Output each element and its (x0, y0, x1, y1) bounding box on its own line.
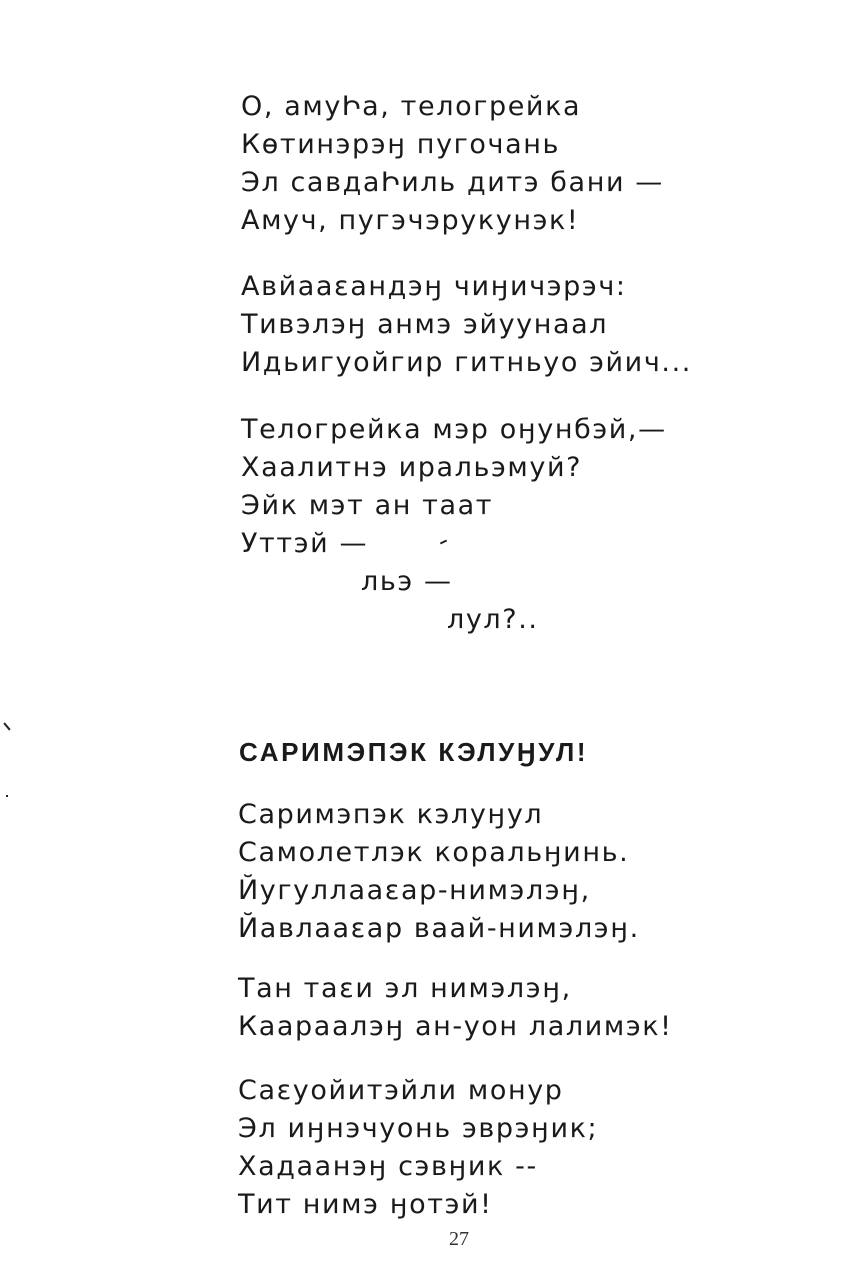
poem-line: Каараалэӈ ан-уон лалимэк! (238, 1011, 673, 1042)
poem-line: Тивэлэӈ анмэ эйуунаал (241, 309, 609, 340)
poem-line: О, амуԻа, телогрейка (241, 91, 582, 122)
poem-line: Хадаанэӈ сэвӈик -- (238, 1151, 538, 1182)
page-number: 27 (449, 1228, 469, 1250)
poem-line: Саԑуойитэйли монур (238, 1075, 564, 1106)
poem-line: Авйааԑандэӈ чиӈичэрэч: (241, 271, 627, 302)
poem-line: Эйк мэт ан таат (241, 490, 494, 521)
poem-line: лул?.. (447, 604, 539, 635)
poem-line: Телогрейка мэр оӈунбэй,— (241, 414, 667, 445)
print-mark (3, 722, 10, 730)
poem-line: Эл савдаԻиль дитэ бани — (241, 167, 664, 198)
poem-line: Идьигуойгир гитньуо эйич... (241, 347, 692, 378)
poem-line: Амуч, пугэчэрукунэк! (241, 205, 580, 236)
poem-line: льэ — (361, 566, 453, 597)
poem-line: Уттэй — (241, 528, 369, 559)
poem-line: Йугуллааԑар-нимэлэӈ, (238, 875, 591, 906)
poem-line: Тит нимэ ӈотэй! (238, 1189, 493, 1220)
poem-line: Кѳтинэрэӈ пугочань (241, 129, 561, 160)
poem-line: Йавлааԑар ваай-нимэлэӈ. (238, 913, 640, 944)
poem-line: Саримэпэк кэлуӈул (238, 799, 544, 830)
poem-title: САРИМЭПЭК КЭЛУӇУЛ! (239, 737, 589, 767)
poem-line: Тан таԑи эл нимэлэӈ, (238, 973, 572, 1004)
print-mark (6, 795, 8, 797)
poem-line: Эл иӈнэчуонь эврэӈик; (238, 1113, 599, 1144)
poem-line: Самолетлэк коральӈинь. (238, 837, 630, 868)
print-mark (440, 540, 447, 545)
poem-line: Хаалитнэ иральэмуй? (241, 452, 583, 483)
